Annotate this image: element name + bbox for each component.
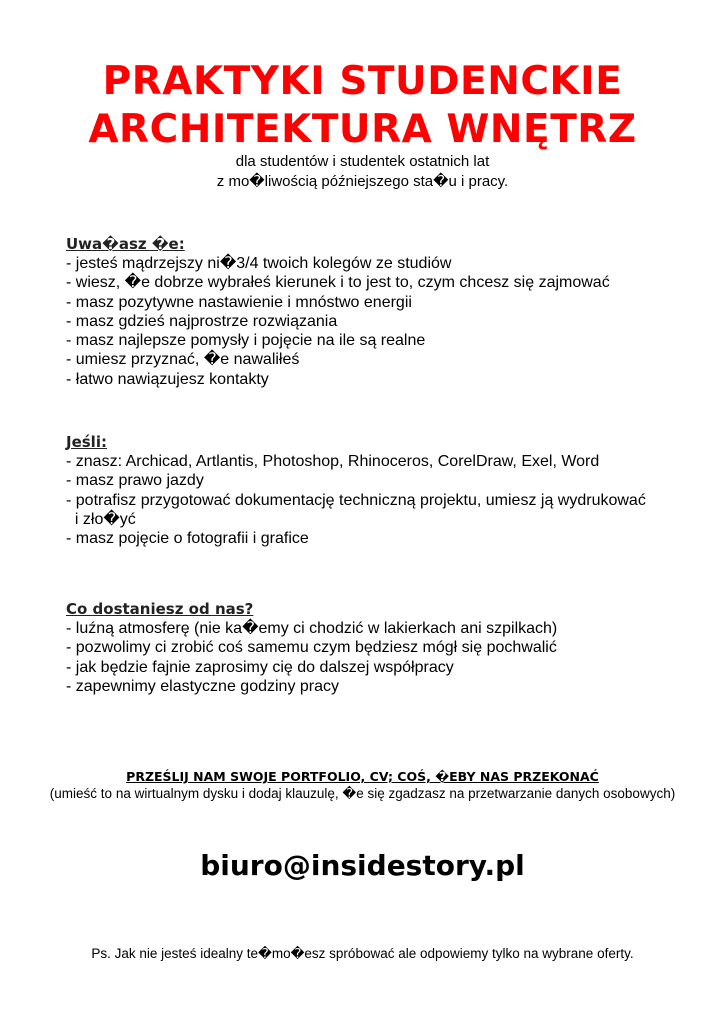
list-item: - wiesz, �e dobrze wybrałeś kierunek i to jest to, czym chcesz się zajmować: [66, 274, 610, 292]
section-requirements: [66, 235, 706, 389]
section-benefits: [66, 600, 706, 696]
list-item: - łatwo nawiązujesz kontakty: [66, 370, 269, 388]
list-item: - masz gdzieś najprostrze rozwiązania: [66, 312, 338, 330]
list-item: - masz najlepsze pomysły i pojęcie na ile są realne: [66, 332, 426, 350]
contact-email[interactable]: biuro@insidestory.pl: [200, 849, 525, 882]
section-skills: [66, 433, 706, 548]
section-heading: Uwa�asz �e:: [66, 235, 185, 253]
subtitle-line-2: z mo�liwością późniejszego sta�u i pracy.: [216, 173, 509, 190]
list-item: - jak będzie fajnie zaprosimy cię do dalszej współpracy: [66, 658, 454, 676]
call-to-action-note: (umieść to na wirtualnym dysku i dodaj klauzulę, �e się zgadzasz na przetwarzanie danych osobowych): [49, 786, 676, 801]
list-item: - masz prawo jazdy: [66, 472, 204, 490]
list-item: - luźną atmosferę (nie ka�emy ci chodzić w lakierkach ani szpilkach): [66, 620, 558, 637]
list-item: - zapewnimy elastyczne godziny pracy: [66, 677, 340, 695]
list-item: - jesteś mądrzejszy ni�3/4 twoich kolegów ze studiów: [66, 255, 452, 272]
postscript: Ps. Jak nie jesteś idealny te�mo�esz spróbować ale odpowiemy tylko na wybrane oferty.: [91, 946, 634, 961]
section-heading: Co dostaniesz od nas?: [66, 600, 254, 618]
list-item: i zło�yć: [66, 510, 136, 528]
call-to-action-title: PRZEŚLIJ NAM SWOJE PORTFOLIO, CV; COŚ, �EBY NAS PRZEKONAĆ: [126, 769, 599, 784]
subtitle-line-1: dla studentów i studentek ostatnich lat: [235, 153, 490, 170]
section-heading: Jeśli:: [66, 433, 107, 451]
page-title-line-2: ARCHITEKTURA WNĘTRZ: [88, 107, 637, 152]
list-item: - pozwolimy ci zrobić coś samemu czym będziesz mógł się pochwalić: [66, 639, 557, 657]
page-title-line-1: PRAKTYKI STUDENCKIE: [102, 59, 623, 104]
list-item: - znasz: Archicad, Artlantis, Photoshop, Rhinoceros, CorelDraw, Exel, Word: [66, 453, 600, 470]
list-item: - potrafisz przygotować dokumentację techniczną projektu, umiesz ją wydrukować: [66, 491, 646, 509]
list-item: - umiesz przyznać, �e nawaliłeś: [66, 351, 300, 369]
list-item: - masz pozytywne nastawienie i mnóstwo energii: [66, 293, 412, 311]
list-item: - masz pojęcie o fotografii i grafice: [66, 530, 309, 548]
